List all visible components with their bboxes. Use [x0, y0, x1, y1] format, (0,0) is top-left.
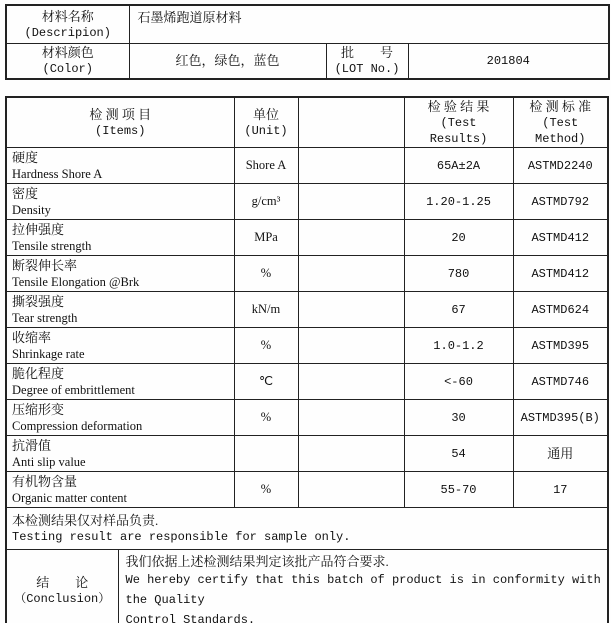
material-color-label-zh: 材料颜色	[41, 45, 94, 61]
item-cell	[6, 256, 234, 292]
header-blank-cell	[298, 97, 404, 148]
item-zh: 断裂伸长率	[12, 257, 78, 273]
item-cell	[6, 292, 234, 328]
material-name-label-en: (Descripion)	[24, 25, 111, 40]
unit-cell: kN/m	[234, 292, 298, 328]
item-zh: 脆化程度	[12, 365, 65, 381]
result-cell: 780	[404, 256, 513, 292]
unit-cell: %	[234, 472, 298, 508]
header-method-en: (Test Method)	[535, 116, 586, 146]
header-results-zh: 检 验 结 果	[427, 99, 490, 114]
material-name-value-cell	[129, 5, 609, 43]
table-row-shrinkage	[6, 328, 608, 364]
unit-cell: Shore A	[234, 148, 298, 184]
result-cell: 55-70	[404, 472, 513, 508]
table-row-compression	[6, 400, 608, 436]
item-en: Degree of embrittlement	[12, 382, 135, 397]
material-name-label-cell	[6, 5, 129, 43]
result-cell: 67	[404, 292, 513, 328]
disclaimer-row	[6, 508, 608, 550]
lot-value-cell	[408, 43, 609, 79]
method-cell: ASTMD395(B)	[513, 400, 608, 436]
item-cell	[6, 184, 234, 220]
item-zh: 密度	[12, 185, 39, 201]
item-cell	[6, 364, 234, 400]
header-results-en: (Test Results)	[429, 116, 488, 146]
table-row-tensile-strength	[6, 220, 608, 256]
table-row-hardness	[6, 148, 608, 184]
table-row-embrittlement	[6, 364, 608, 400]
item-en: Organic matter content	[12, 490, 128, 505]
result-cell: 1.0-1.2	[404, 328, 513, 364]
conclusion-text-cell	[118, 550, 608, 623]
unit-cell: %	[234, 328, 298, 364]
blank-cell	[298, 400, 404, 436]
table-row-tear-strength	[6, 292, 608, 328]
item-zh: 硬度	[12, 149, 39, 165]
item-en: Density	[12, 202, 51, 217]
result-cell: 20	[404, 220, 513, 256]
material-color-label-cell	[6, 43, 129, 79]
unit-cell: MPa	[234, 220, 298, 256]
blank-cell	[298, 220, 404, 256]
header-items-en: (Items)	[95, 124, 146, 138]
material-name-label-zh: 材料名称	[41, 8, 94, 24]
table-header-row	[6, 97, 608, 148]
header-results-cell	[404, 97, 513, 148]
disclaimer-cell	[6, 508, 608, 550]
table-row-density	[6, 184, 608, 220]
conclusion-label-cell	[6, 550, 118, 623]
item-cell	[6, 400, 234, 436]
header-unit-en: (Unit)	[244, 124, 288, 138]
lot-label-cell	[326, 43, 408, 79]
item-zh: 有机物含量	[12, 473, 78, 489]
conclusion-line2: We hereby certify that this batch of product is in conformity with the Quality	[125, 573, 601, 607]
material-name-value: 石墨烯跑道原材料	[137, 10, 242, 25]
test-results-table	[5, 96, 609, 623]
method-cell: ASTMD412	[513, 256, 608, 292]
material-color-label-en: (Color)	[42, 62, 93, 77]
blank-cell	[298, 364, 404, 400]
item-cell	[6, 148, 234, 184]
method-cell: ASTMD395	[513, 328, 608, 364]
table-row-anti-slip	[6, 436, 608, 472]
result-cell: 54	[404, 436, 513, 472]
result-cell: <-60	[404, 364, 513, 400]
item-en: Tensile Elongation @Brk	[12, 274, 140, 289]
header-unit-zh: 单位	[253, 107, 280, 122]
method-cell: ASTMD412	[513, 220, 608, 256]
unit-cell: g/cm³	[234, 184, 298, 220]
method-cell: ASTMD2240	[513, 148, 608, 184]
conclusion-label-en: （Conclusion）	[14, 591, 111, 606]
material-name-row	[6, 5, 609, 43]
blank-cell	[298, 184, 404, 220]
item-zh: 抗滑值	[12, 437, 52, 453]
material-color-value-cell	[129, 43, 326, 79]
method-cell: ASTMD746	[513, 364, 608, 400]
lot-value: 201804	[486, 53, 530, 68]
blank-cell	[298, 292, 404, 328]
item-en: Tear strength	[12, 310, 78, 325]
conclusion-label-zh: 结 论	[36, 574, 89, 590]
blank-cell	[298, 256, 404, 292]
item-zh: 压缩形变	[12, 401, 65, 417]
item-cell	[6, 220, 234, 256]
blank-cell	[298, 148, 404, 184]
unit-cell: ℃	[234, 364, 298, 400]
item-zh: 收缩率	[12, 329, 52, 345]
conclusion-row	[6, 550, 608, 623]
item-cell	[6, 472, 234, 508]
material-color-value: 红色，绿色，蓝色	[175, 53, 280, 69]
item-en: Tensile strength	[12, 238, 92, 253]
conclusion-line1: 我们依据上述检测结果判定该批产品符合要求.	[125, 554, 389, 569]
header-items-zh: 检 测 项 目	[89, 107, 152, 122]
header-unit-cell	[234, 97, 298, 148]
header-method-cell	[513, 97, 608, 148]
table-row-organic-content	[6, 472, 608, 508]
unit-cell: %	[234, 256, 298, 292]
method-cell: 17	[513, 472, 608, 508]
material-info-table	[5, 4, 610, 80]
item-en: Anti slip value	[12, 454, 86, 469]
item-cell	[6, 436, 234, 472]
method-cell: 通用	[513, 436, 608, 472]
unit-cell: %	[234, 400, 298, 436]
header-items-cell	[6, 97, 234, 148]
material-color-row	[6, 43, 609, 79]
blank-cell	[298, 436, 404, 472]
item-en: Shrinkage rate	[12, 346, 85, 361]
result-cell: 65A±2A	[404, 148, 513, 184]
table-row-elongation	[6, 256, 608, 292]
disclaimer-en: Testing result are responsible for sample only.	[12, 530, 351, 544]
item-cell	[6, 328, 234, 364]
lot-label-en: (LOT No.)	[334, 62, 400, 77]
item-zh: 撕裂强度	[12, 293, 65, 309]
disclaimer-zh: 本检测结果仅对样品负责.	[12, 513, 159, 528]
item-zh: 拉伸强度	[12, 221, 65, 237]
lot-label-zh: 批 号	[340, 45, 393, 61]
blank-cell	[298, 328, 404, 364]
result-cell: 1.20-1.25	[404, 184, 513, 220]
header-method-zh: 检 测 标 准	[529, 99, 592, 114]
unit-cell	[234, 436, 298, 472]
conclusion-line3: Control Standards.	[125, 613, 256, 623]
item-en: Hardness Shore A	[12, 166, 103, 181]
method-cell: ASTMD792	[513, 184, 608, 220]
result-cell: 30	[404, 400, 513, 436]
blank-cell	[298, 472, 404, 508]
method-cell: ASTMD624	[513, 292, 608, 328]
item-en: Compression deformation	[12, 418, 143, 433]
